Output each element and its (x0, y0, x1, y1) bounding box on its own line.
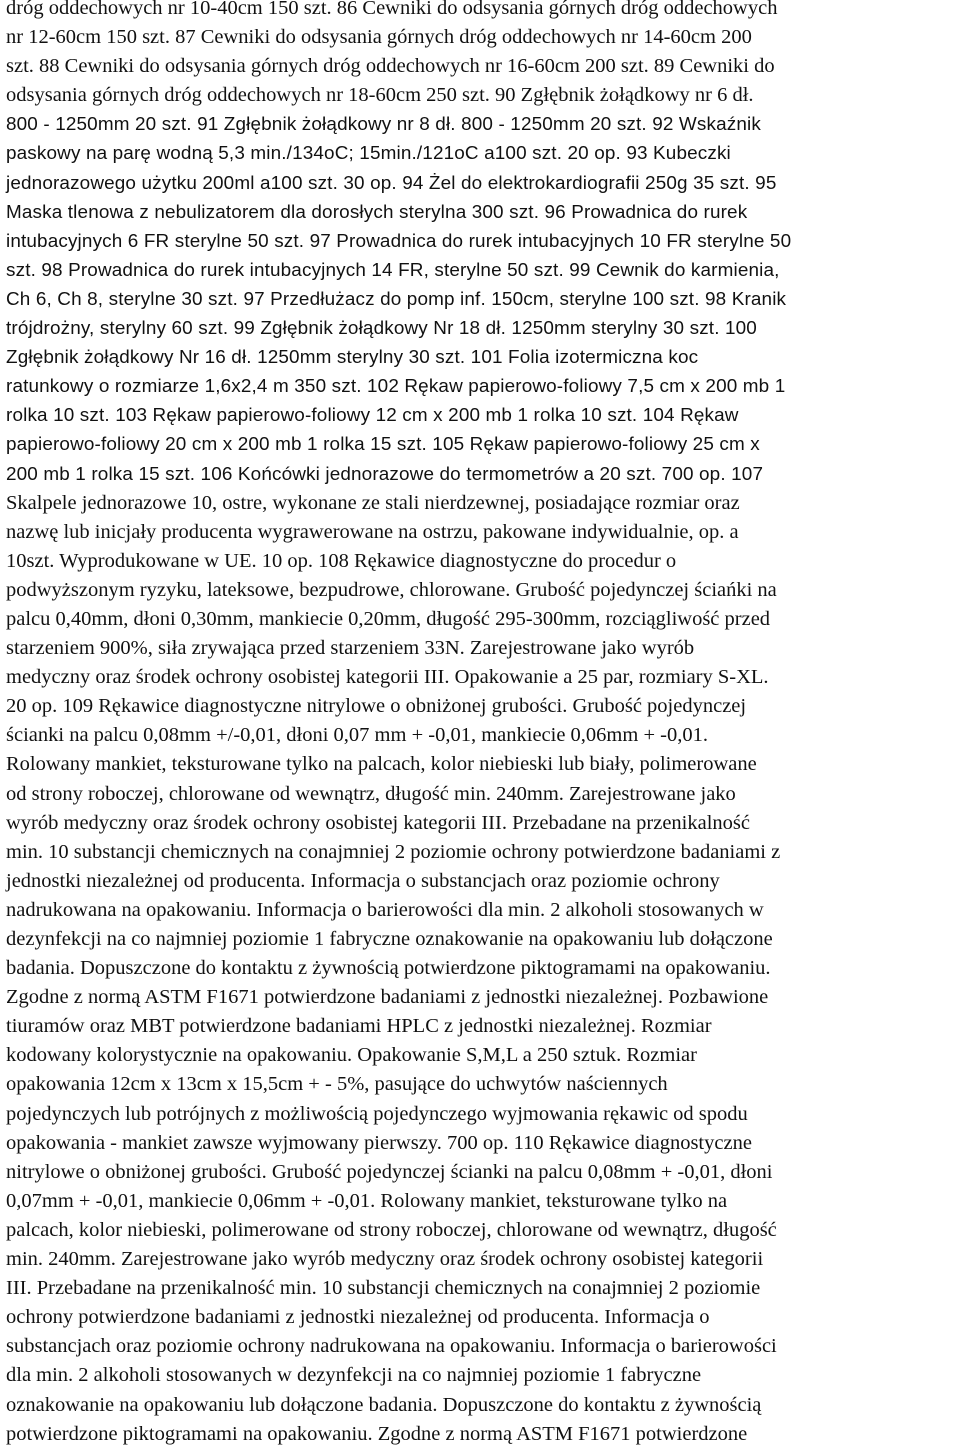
text-line: ochrony potwierdzone badaniami z jednostki niezależnej od producenta. Informacja o (6, 1306, 710, 1329)
text-line: intubacyjnych 6 FR sterylne 50 szt. 97 Prowadnica do rurek intubacyjnych 10 FR sterylne 50 (6, 230, 792, 252)
text-line: dróg oddechowych nr 10-40cm 150 szt. 86 Cewniki do odsysania górnych dróg oddechowych (6, 0, 778, 19)
text-line: oznakowanie na opakowaniu lub dołączone badania. Dopuszczone do kontaktu z żywnością (6, 1393, 762, 1416)
text-line: paskowy na parę wodną 5,3 min./134oC; 15min./121oC a100 szt. 20 op. 93 Kubeczki (6, 143, 731, 165)
text-line: Maska tlenowa z nebulizatorem dla dorosłych sterylna 300 szt. 96 Prowadnica do rurek (6, 201, 748, 223)
text-line: 0,07mm + -0,01, mankiecie 0,06mm + -0,01. Rolowany mankiet, teksturowane tylko na (6, 1189, 728, 1212)
text-line: ścianki na palcu 0,08mm +/-0,01, dłoni 0,07 mm + -0,01, mankiecie 0,06mm + -0,01. (6, 724, 708, 747)
text-line: dezynfekcji na co najmniej poziomie 1 fabryczne oznakowanie na opakowaniu lub dołączone (6, 928, 773, 950)
text-line: od strony roboczej, chlorowane od wewnątrz, długość min. 240mm. Zarejestrowane jako (6, 782, 736, 805)
text-line: 20 op. 109 Rękawice diagnostyczne nitrylowe o obniżonej grubości. Grubość pojedynczej (6, 695, 747, 718)
text-line: nazwę lub inicjały producenta wygrawerowane na ostrzu, pakowane indywidualnie, op. a (6, 520, 739, 543)
text-line: Skalpele jednorazowe 10, ostre, wykonane ze stali nierdzewnej, posiadające rozmiar oraz (6, 491, 740, 514)
text-line: opakowania 12cm x 13cm x 15,5cm + - 5%, pasujące do uchwytów naściennych (6, 1073, 668, 1096)
text-line: kodowany kolorystycznie na opakowaniu. Opakowanie S,M,L a 250 sztuk. Rozmiar (6, 1044, 697, 1067)
text-line: nr 12-60cm 150 szt. 87 Cewniki do odsysania górnych dróg oddechowych nr 14-60cm 200 (6, 26, 752, 49)
text-line: podwyższonym ryzyku, lateksowe, bezpudrowe, chlorowane. Grubość pojedynczej ściańki na (6, 578, 777, 601)
text-line: medyczny oraz środek ochrony osobistej kategorii III. Opakowanie a 25 par, rozmiary S-XL. (6, 666, 769, 689)
text-line: pojedynczych lub potrójnych z możliwością pojedynczego wyjmowania rękawic od spodu (6, 1102, 748, 1125)
text-line: rolka 10 szt. 103 Rękaw papierowo-foliowy 12 cm x 200 mb 1 rolka 10 szt. 104 Rękaw (6, 405, 739, 427)
text-line: min. 10 substancji chemicznych na conajmniej 2 poziomie ochrony potwierdzone badaniami z (6, 840, 781, 863)
text-line: wyrób medyczny oraz środek ochrony osobistej kategorii III. Przebadane na przenikalność (6, 811, 750, 834)
text-line: odsysania górnych dróg oddechowych nr 18-60cm 250 szt. 90 Zgłębnik żołądkowy nr 6 dł. (6, 84, 754, 107)
text-line: szt. 98 Prowadnica do rurek intubacyjnych 14 FR, sterylne 50 szt. 99 Cewnik do karmienia, (6, 259, 780, 281)
text-line: ratunkowy o rozmiarze 1,6x2,4 m 350 szt. 102 Rękaw papierowo-foliowy 7,5 cm x 200 mb 1 (6, 376, 786, 398)
text-line: szt. 88 Cewniki do odsysania górnych dróg oddechowych nr 16-60cm 200 szt. 89 Cewniki do (6, 55, 775, 78)
document-body (6, 0, 956, 1449)
text-line: substancjach oraz poziomie ochrony nadrukowana na opakowaniu. Informacja o barierowości (6, 1335, 777, 1358)
text-line: jednostki niezależnej od producenta. Informacja o substancjach oraz poziomie ochrony (6, 869, 720, 892)
text-line: III. Przebadane na przenikalność min. 10 substancji chemicznych na conajmniej 2 poziomie (6, 1277, 761, 1300)
text-line: 10szt. Wyprodukowane w UE. 10 op. 108 Rękawice diagnostyczne do procedur o (6, 549, 677, 572)
text-line: nitrylowe o obniżonej grubości. Grubość pojedynczej ścianki na palcu 0,08mm + -0,01, dłoni (6, 1160, 773, 1183)
text-line: min. 240mm. Zarejestrowane jako wyrób medyczny oraz środek ochrony osobistej kategorii (6, 1248, 764, 1271)
text-line: potwierdzone piktogramami na opakowaniu. Zgodne z normą ASTM F1671 potwierdzone (6, 1422, 748, 1445)
text-line: opakowania - mankiet zawsze wyjmowany pierwszy. 700 op. 110 Rękawice diagnostyczne (6, 1131, 752, 1154)
text-line: 200 mb 1 rolka 15 szt. 106 Końcówki jednorazowe do termometrów a 20 szt. 700 op. 107 (6, 463, 764, 485)
text-line: starzeniem 900%, siła zrywająca przed starzeniem 33N. Zarejestrowane jako wyrób (6, 637, 695, 660)
text-line: papierowo-foliowy 20 cm x 200 mb 1 rolka 15 szt. 105 Rękaw papierowo-foliowy 25 cm x (6, 434, 760, 456)
text-line: Rolowany mankiet, teksturowane tylko na palcach, kolor niebieski lub biały, polimerowane (6, 753, 757, 776)
text-line: palcu 0,40mm, dłoni 0,30mm, mankiecie 0,20mm, długość 295-300mm, rozciągliwość przed (6, 607, 771, 630)
text-line: palcach, kolor niebieski, polimerowane od strony roboczej, chlorowane od wewnątrz, długość (6, 1218, 777, 1241)
text-line: Ch 6, Ch 8, sterylne 30 szt. 97 Przedłużacz do pomp inf. 150cm, sterylne 100 szt. 98 Kranik (6, 288, 787, 310)
text-line: jednorazowego użytku 200ml a100 szt. 30 op. 94 Żel do elektrokardiografii 250g 35 szt. 95 (6, 172, 777, 194)
text-line: trójdrożny, sterylny 60 szt. 99 Zgłębnik żołądkowy Nr 18 dł. 1250mm sterylny 30 szt. 100 (6, 318, 757, 340)
text-line: tiuramów oraz MBT potwierdzone badaniami HPLC z jednostki niezależnej. Rozmiar (6, 1015, 712, 1038)
text-line: dla min. 2 alkoholi stosowanych w dezynfekcji na co najmniej poziomie 1 fabryczne (6, 1364, 702, 1387)
text-line: nadrukowana na opakowaniu. Informacja o barierowości dla min. 2 alkoholi stosowanych w (6, 898, 764, 921)
text-line: 800 - 1250mm 20 szt. 91 Zgłębnik żołądkowy nr 8 dł. 800 - 1250mm 20 szt. 92 Wskaźnik (6, 114, 761, 136)
text-line: Zgłębnik żołądkowy Nr 16 dł. 1250mm sterylny 30 szt. 101 Folia izotermiczna koc (6, 347, 699, 369)
text-line: Zgodne z normą ASTM F1671 potwierdzone badaniami z jednostki niezależnej. Pozbawione (6, 986, 769, 1009)
text-line: badania. Dopuszczone do kontaktu z żywnością potwierdzone piktogramami na opakowaniu. (6, 957, 771, 980)
